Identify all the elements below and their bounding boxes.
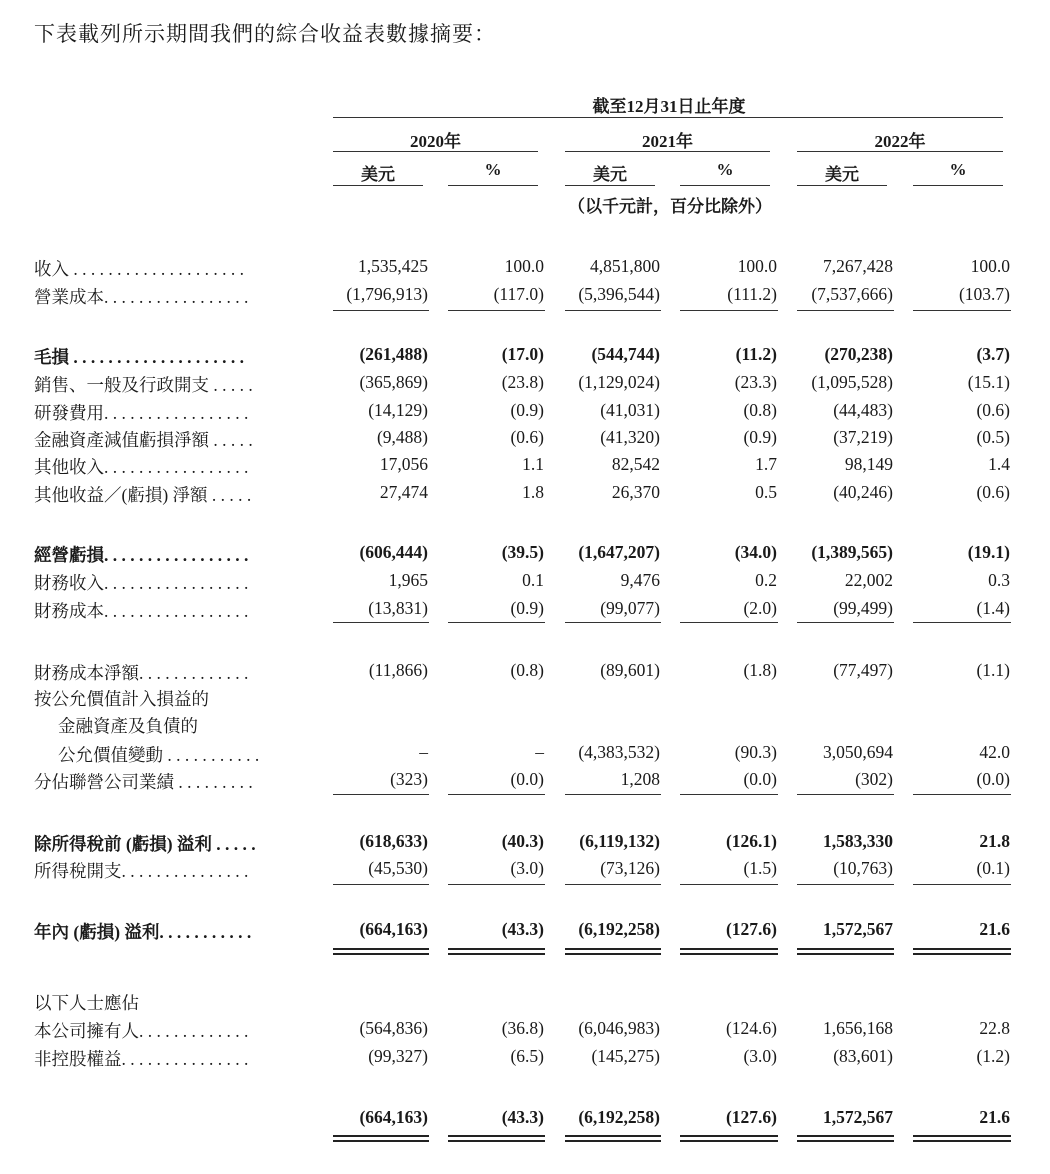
subtotal-rule [680,309,778,311]
usd-value: (77,497) [833,660,893,680]
usd-value: (6,192,258) [578,1107,660,1127]
total-double-rule [913,948,1011,955]
period-rule [333,117,1003,118]
usd-value: (270,238) [824,344,893,364]
usd-value: (564,836) [359,1018,428,1038]
usd-value: 1,535,425 [358,256,428,276]
usd-value: (41,031) [600,400,660,420]
pct-2022: % [949,160,967,179]
usd-value: (13,831) [368,598,428,618]
row-label: 收入 . . . . . . . . . . . . . . . . . . . . [34,259,244,279]
subtotal-rule [565,793,661,795]
table-row [0,990,1050,1016]
usd-value: (14,129) [368,400,428,420]
usd-value: (302) [855,769,893,789]
pct-value: (124.6) [725,1018,777,1038]
pct-value: – [535,742,544,762]
pct-value: (11.2) [735,344,777,364]
pct-value: (0.9) [510,598,544,618]
pct-value: 0.1 [522,570,544,590]
usd-value: (9,488) [376,427,428,447]
table-row [0,686,1050,712]
row-label: 本公司擁有人. . . . . . . . . . . . . [34,1021,249,1041]
table-row [0,713,1050,739]
table-row [0,1046,1050,1072]
pct-value: (0.0) [976,769,1010,789]
subtotal-rule [797,621,894,623]
row-label: 按公允價值計入損益的 [34,689,209,709]
usd-value: (83,601) [833,1046,893,1066]
subtotal-rule [797,309,894,311]
subtotal-rule [333,883,429,885]
total-double-rule [333,1135,429,1142]
intro-text: 下表載列所示期間我們的綜合收益表數據摘要： [34,22,496,46]
usd-value: (11,866) [368,660,428,680]
subtotal-rule [448,793,545,795]
col-rule [448,185,538,186]
pct-value: (0.6) [976,482,1010,502]
usd-value: 1,572,567 [823,1107,893,1127]
total-double-rule [913,1135,1011,1142]
pct-value: (0.6) [510,427,544,447]
usd-value: (4,383,532) [578,742,660,762]
pct-value: (3.0) [743,1046,777,1066]
col-rule [565,185,655,186]
subtotal-rule [565,309,661,311]
usd-value: (6,046,983) [578,1018,660,1038]
pct-value: (23.3) [734,372,777,392]
subtotal-rule [565,621,661,623]
usd-value: (606,444) [359,542,428,562]
pct-value: (0.1) [976,858,1010,878]
usd-value: 1,965 [388,570,428,590]
pct-value: (3.7) [976,344,1010,364]
usd-value: (99,077) [600,598,660,618]
usd-value: (5,396,544) [578,284,660,304]
table-row [0,1018,1050,1044]
row-label: 以下人士應佔 [34,993,139,1013]
pct-value: (127.6) [725,919,777,939]
pct-value: (40.3) [501,831,544,851]
pct-value: (1.1) [976,660,1010,680]
subtotal-rule [913,883,1011,885]
pct-value: (34.0) [734,542,777,562]
row-label: 非控股權益. . . . . . . . . . . . . . . [34,1049,249,1069]
usd-value: 7,267,428 [823,256,893,276]
pct-value: 1.8 [522,482,544,502]
usd-value: (7,537,666) [811,284,893,304]
pct-value: (103.7) [958,284,1010,304]
usd-value: (6,192,258) [578,919,660,939]
usd-value: 98,149 [844,454,893,474]
total-double-rule [565,1135,661,1142]
usd-value: (44,483) [833,400,893,420]
total-double-rule [797,948,894,955]
pct-value: (90.3) [734,742,777,762]
pct-value: 21.6 [979,919,1010,939]
table-row [0,1107,1050,1133]
usd-value: 1,208 [620,769,660,789]
unit-note: （以千元計，百分比除外） [568,197,772,216]
pct-value: (111.2) [727,284,777,304]
row-label: 經營虧損. . . . . . . . . . . . . . . . . [34,545,249,565]
table-row [0,660,1050,686]
row-label: 研發費用. . . . . . . . . . . . . . . . . [34,403,249,423]
subtotal-rule [333,793,429,795]
usd-value: (1,095,528) [811,372,893,392]
usd-value: 3,050,694 [823,742,893,762]
row-label: 金融資產及負債的 [58,716,198,736]
row-label: 金融資產減值虧損淨額 . . . . . [34,430,253,450]
row-label: 財務收入. . . . . . . . . . . . . . . . . [34,573,249,593]
pct-value: 100.0 [737,256,777,276]
pct-value: (39.5) [501,542,544,562]
usd-value: (10,763) [833,858,893,878]
total-double-rule [680,1135,778,1142]
pct-value: (19.1) [967,542,1010,562]
subtotal-rule [565,883,661,885]
usd-value: (323) [390,769,428,789]
row-label: 營業成本. . . . . . . . . . . . . . . . . [34,287,249,307]
pct-value: (43.3) [501,1107,544,1127]
usd-value: – [419,742,428,762]
pct-value: (127.6) [725,1107,777,1127]
table-row [0,344,1050,370]
pct-value: 21.6 [979,1107,1010,1127]
usd-value: (1,129,024) [578,372,660,392]
table-row [0,372,1050,398]
pct-value: 0.2 [755,570,777,590]
pct-value: (6.5) [510,1046,544,1066]
total-double-rule [448,1135,545,1142]
pct-value: 1.1 [522,454,544,474]
col-rule [680,185,770,186]
usd-value: 1,656,168 [823,1018,893,1038]
year-2020-rule [333,151,538,152]
total-double-rule [680,948,778,955]
subtotal-rule [448,621,545,623]
row-label: 其他收益／(虧損) 淨額 . . . . . [34,485,252,505]
table-row [0,542,1050,568]
row-label: 除所得稅前 (虧損) 溢利 . . . . . [34,834,256,854]
subtotal-rule [913,621,1011,623]
pct-2020: % [484,160,502,179]
col-rule [797,185,887,186]
pct-value: (1.8) [743,660,777,680]
usd-value: (40,246) [833,482,893,502]
pct-value: (0.0) [510,769,544,789]
table-row [0,831,1050,857]
usd-value: (618,633) [359,831,428,851]
subtotal-rule [797,883,894,885]
col-rule [913,185,1003,186]
subtotal-rule [680,883,778,885]
usd-value: (41,320) [600,427,660,447]
pct-value: (0.0) [743,769,777,789]
usd-value: (145,275) [591,1046,660,1066]
subtotal-rule [333,309,429,311]
usd-value: (99,327) [368,1046,428,1066]
subtotal-rule [680,621,778,623]
pct-value: 100.0 [970,256,1010,276]
usd-value: (73,126) [600,858,660,878]
col-rule [333,185,423,186]
pct-value: 100.0 [504,256,544,276]
pct-2021: % [716,160,734,179]
table-row [0,284,1050,310]
table-row [0,482,1050,508]
table-row [0,400,1050,426]
usd-2020: 美元 [361,165,395,184]
usd-2021: 美元 [593,165,627,184]
row-label: 分佔聯營公司業績 . . . . . . . . . [34,772,253,792]
pct-value: (0.6) [976,400,1010,420]
year-2021-rule [565,151,770,152]
row-label: 年內 (虧損) 溢利. . . . . . . . . . . [34,922,252,942]
table-row [0,570,1050,596]
usd-value: (99,499) [833,598,893,618]
usd-value: 26,370 [611,482,660,502]
usd-value: (1,389,565) [811,542,893,562]
year-2022: 2022年 [874,132,926,151]
pct-value: (3.0) [510,858,544,878]
usd-value: (664,163) [359,1107,428,1127]
pct-value: 42.0 [979,742,1010,762]
table-row [0,256,1050,282]
row-label: 銷售、一般及行政開支 . . . . . [34,375,253,395]
pct-value: (1.2) [976,1046,1010,1066]
table-row [0,742,1050,768]
table-row [0,919,1050,945]
usd-value: 17,056 [379,454,428,474]
usd-value: 1,583,330 [823,831,893,851]
table-row [0,427,1050,453]
usd-value: 82,542 [611,454,660,474]
pct-value: 0.3 [988,570,1010,590]
usd-value: (664,163) [359,919,428,939]
usd-value: (544,744) [591,344,660,364]
usd-value: (6,119,132) [579,831,660,851]
row-label: 財務成本. . . . . . . . . . . . . . . . . [34,601,249,621]
pct-value: (0.9) [743,427,777,447]
subtotal-rule [913,309,1011,311]
pct-value: 1.7 [755,454,777,474]
usd-2022: 美元 [825,165,859,184]
usd-value: (261,488) [359,344,428,364]
total-double-rule [448,948,545,955]
pct-value: (0.8) [510,660,544,680]
pct-value: (23.8) [501,372,544,392]
year-2021: 2021年 [642,132,693,151]
year-2022-rule [797,151,1003,152]
total-double-rule [797,1135,894,1142]
period-header: 截至12月31日止年度 [592,97,746,116]
table-row [0,858,1050,884]
pct-value: (0.5) [976,427,1010,447]
usd-value: (37,219) [833,427,893,447]
row-label: 其他收入. . . . . . . . . . . . . . . . . [34,457,249,477]
pct-value: (2.0) [743,598,777,618]
usd-value: 1,572,567 [823,919,893,939]
subtotal-rule [333,621,429,623]
subtotal-rule [913,793,1011,795]
pct-value: (117.0) [493,284,544,304]
pct-value: (1.5) [743,858,777,878]
pct-value: (15.1) [967,372,1010,392]
total-double-rule [565,948,661,955]
usd-value: 27,474 [379,482,428,502]
row-label: 公允價值變動 . . . . . . . . . . . [58,745,260,765]
usd-value: 4,851,800 [590,256,660,276]
pct-value: 21.8 [979,831,1010,851]
pct-value: 1.4 [988,454,1010,474]
subtotal-rule [680,793,778,795]
table-row [0,769,1050,795]
usd-value: (1,796,913) [346,284,428,304]
pct-value: (43.3) [501,919,544,939]
pct-value: (36.8) [501,1018,544,1038]
row-label: 所得稅開支. . . . . . . . . . . . . . . [34,861,249,881]
usd-value: 9,476 [620,570,660,590]
subtotal-rule [448,883,545,885]
row-label: 毛損 . . . . . . . . . . . . . . . . . . . . [34,347,244,367]
pct-value: 22.8 [979,1018,1010,1038]
usd-value: 22,002 [844,570,893,590]
usd-value: (365,869) [359,372,428,392]
pct-value: (0.9) [510,400,544,420]
usd-value: (89,601) [600,660,660,680]
subtotal-rule [448,309,545,311]
pct-value: (17.0) [501,344,544,364]
year-2020: 2020年 [410,132,461,151]
row-label: 財務成本淨額. . . . . . . . . . . . . [34,663,249,683]
subtotal-rule [797,793,894,795]
pct-value: (0.8) [743,400,777,420]
pct-value: (1.4) [976,598,1010,618]
usd-value: (1,647,207) [578,542,660,562]
total-double-rule [333,948,429,955]
pct-value: 0.5 [755,482,777,502]
pct-value: (126.1) [725,831,777,851]
usd-value: (45,530) [368,858,428,878]
table-row [0,454,1050,480]
